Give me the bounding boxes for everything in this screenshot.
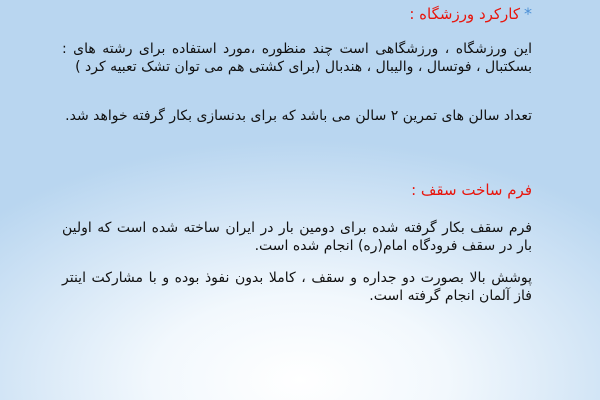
paragraph-roof-form: فرم سقف بکار گرفته شده برای دومین بار در ایران ساخته شده است که اولین بار در سقف فرودگاه امام(ره) انجام شده است. xyxy=(62,220,532,254)
section-title: فرم ساخت سقف : xyxy=(411,181,532,199)
asterisk-bullet-icon: * xyxy=(524,4,532,23)
paragraph-sports-usage: این ورزشگاه ، ورزشگاهی است چند منظوره ،مورد استفاده برای رشته های : بسکتبال ، فوتسال ، والیبال ، هندبال (برای کشتی هم می توان تشک تعبیه کرد ) xyxy=(62,41,532,75)
section-title: کارکرد ورزشگاه : xyxy=(409,5,520,23)
paragraph-roof-covering: پوشش بالا بصورت دو جداره و سقف ، کاملا بدون نفوذ بوده و با مشارکت اینتر فاز آلمان انجام گرفته است. xyxy=(62,270,532,304)
paragraph-training-halls: تعداد سالن های تمرین ۲ سالن می باشد که برای بدنسازی بکار گرفته خواهد شد. xyxy=(65,108,532,124)
section-heading-stadium-function xyxy=(409,5,532,23)
section-heading-roof-form xyxy=(411,181,532,199)
